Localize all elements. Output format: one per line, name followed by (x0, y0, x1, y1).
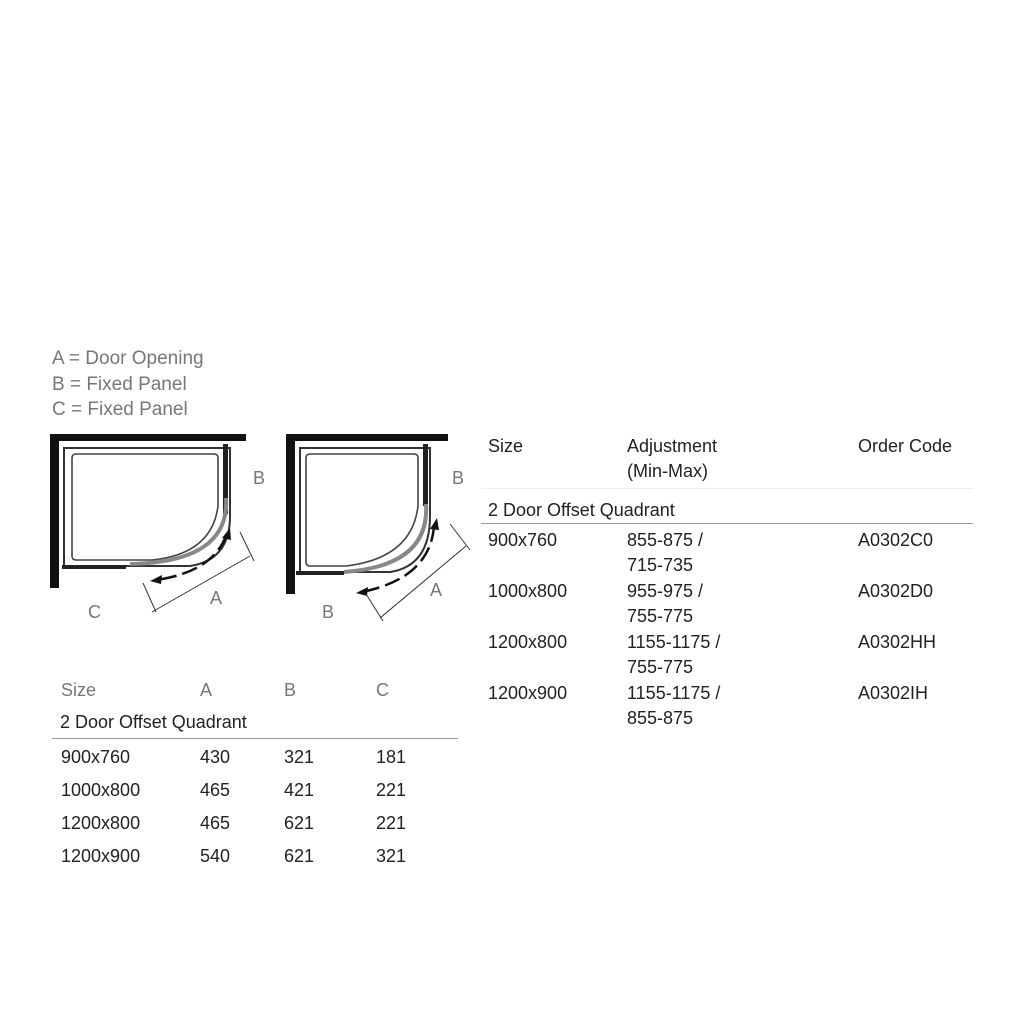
cell-adjustment: 1155-1175 / 755-775 (627, 632, 721, 677)
cell-size: 1200x800 (61, 813, 141, 833)
label-a: A (210, 588, 223, 608)
cell-c: 181 (376, 747, 407, 767)
cell-adjustment: 1155-1175 / 855-875 (627, 683, 721, 728)
wall-left (286, 434, 295, 594)
legend-fixed-panel-b: B = Fixed Panel (52, 373, 187, 395)
table-header (52, 676, 458, 708)
dimensions-table (52, 676, 458, 871)
label-c: C (88, 602, 101, 622)
label-a: A (430, 580, 443, 600)
cell-a: 465 (200, 813, 231, 833)
table-row (52, 772, 458, 805)
cell-order-code: A0302D0 (858, 581, 934, 601)
fixed-panel-c (62, 565, 126, 569)
header-size: Size (488, 436, 524, 456)
cell-c: 221 (376, 813, 407, 833)
header-adjustment: Adjustment (Min-Max) (627, 436, 718, 481)
dim-tick-1 (143, 583, 156, 612)
fixed-panel-b-bottom (296, 571, 344, 575)
header-size: Size (61, 680, 97, 700)
cell-b: 421 (284, 780, 315, 800)
cell-a: 540 (200, 846, 231, 866)
cell-adjustment: 955-975 / 755-775 (627, 581, 704, 626)
group-title: 2 Door Offset Quadrant (52, 708, 458, 739)
tray-inner (72, 454, 218, 560)
cell-size: 1000x800 (488, 581, 568, 601)
tray-outer (300, 448, 430, 572)
header-b: B (284, 680, 297, 700)
cell-size: 1000x800 (61, 780, 141, 800)
table-row (481, 626, 973, 677)
cell-a: 465 (200, 780, 231, 800)
tray-inner (306, 454, 418, 566)
wall-left (50, 434, 59, 588)
table-row (481, 524, 973, 575)
table-row (481, 575, 973, 626)
cell-size: 1200x900 (488, 683, 568, 703)
header-a: A (200, 680, 213, 700)
arrow-head-bottom (150, 575, 162, 584)
legend-door-opening: A = Door Opening (52, 348, 204, 369)
table-row (52, 838, 458, 871)
dim-tick-2 (450, 524, 470, 550)
label-b-bottom: B (322, 602, 335, 622)
legend (52, 346, 204, 423)
tray-outer (64, 448, 230, 566)
cell-order-code: A0302IH (858, 683, 929, 703)
cell-b: 621 (284, 846, 315, 866)
order-table (481, 426, 973, 728)
cell-adjustment: 855-875 / 715-735 (627, 530, 704, 575)
table-row (52, 805, 458, 838)
arrow-head-top (222, 528, 231, 540)
table-header (481, 426, 973, 489)
dim-tick-1 (366, 594, 383, 621)
cell-c: 321 (376, 846, 407, 866)
fixed-panel-b (423, 444, 428, 506)
cell-b: 321 (284, 747, 315, 767)
label-b-top: B (452, 468, 465, 488)
cell-c: 221 (376, 780, 407, 800)
wall-top (286, 434, 448, 441)
arrow-head-top (430, 518, 439, 530)
cell-a: 430 (200, 747, 231, 767)
header-order-code: Order Code (858, 436, 953, 456)
right-quadrant-diagram (280, 426, 480, 626)
left-quadrant-diagram (40, 426, 280, 626)
cell-order-code: A0302HH (858, 632, 937, 652)
wall-top (50, 434, 246, 441)
label-b: B (253, 468, 266, 488)
cell-b: 621 (284, 813, 315, 833)
dim-tick-2 (240, 532, 254, 561)
cell-size: 900x760 (488, 530, 558, 550)
legend-fixed-panel-c: C = Fixed Panel (52, 399, 188, 420)
cell-size: 900x760 (61, 747, 131, 767)
cell-order-code: A0302C0 (858, 530, 934, 550)
table-row (52, 739, 458, 772)
table-row (481, 677, 973, 728)
cell-size: 1200x900 (61, 846, 141, 866)
header-c: C (376, 680, 389, 700)
cell-size: 1200x800 (488, 632, 568, 652)
group-title: 2 Door Offset Quadrant (481, 489, 973, 524)
